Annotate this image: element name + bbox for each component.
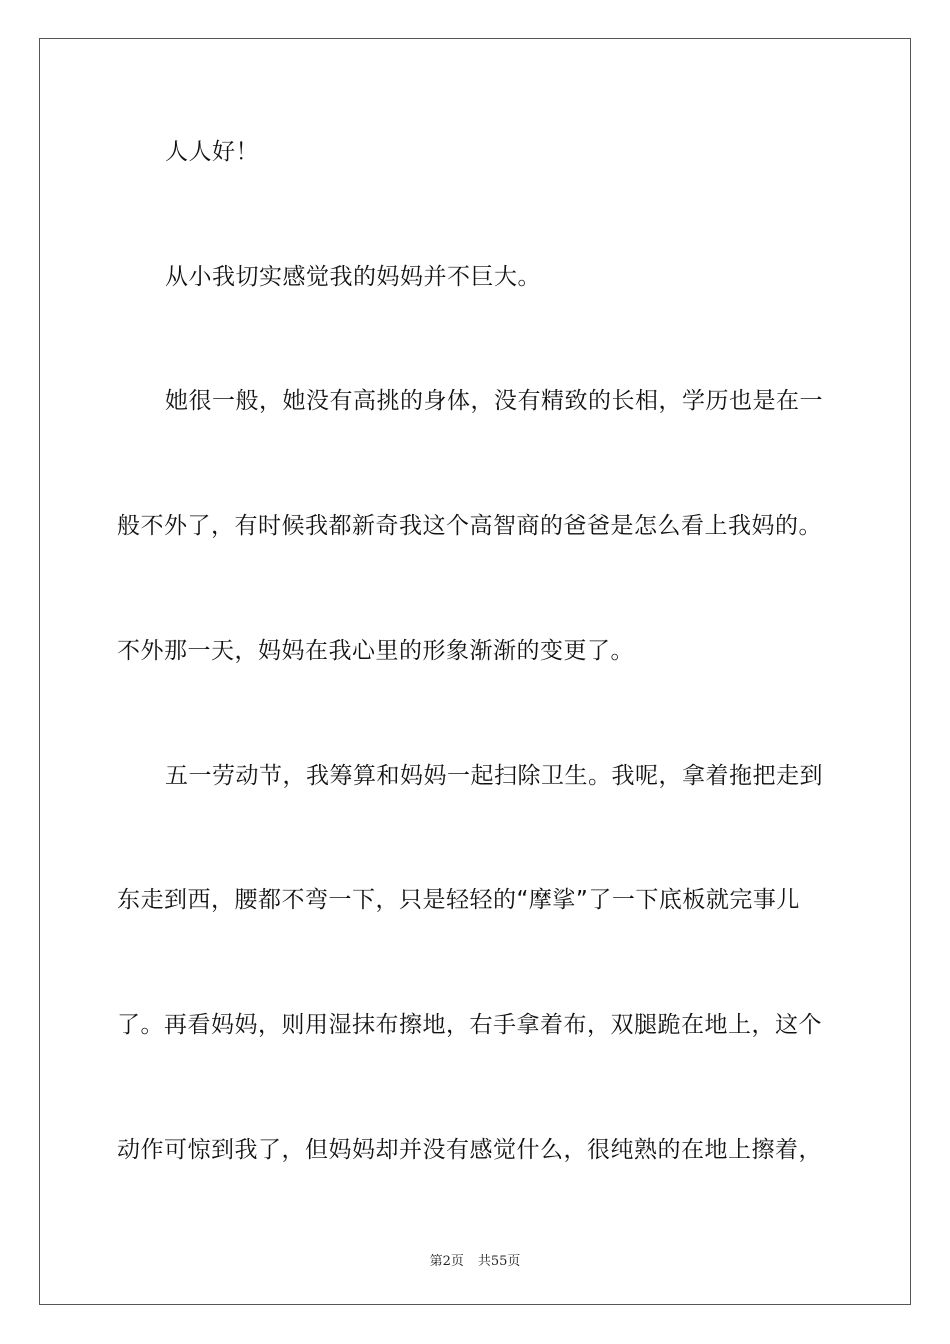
paragraph-line: 东走到西，腰都不弯一下，只是轻轻的“摩挲”了一下底板就完事儿 xyxy=(117,887,800,913)
page-total: 共55页 xyxy=(477,1254,521,1269)
greeting-line: 人人好！ xyxy=(165,139,259,165)
page-footer xyxy=(0,1250,950,1269)
paragraph-line: 不外那一天，妈妈在我心里的形象渐渐的变更了。 xyxy=(117,638,634,664)
paragraph-line: 般不外了，有时候我都新奇我这个高智商的爸爸是怎么看上我妈的。 xyxy=(117,513,822,539)
paragraph-line: 动作可惊到我了，但妈妈却并没有感觉什么，很纯熟的在地上擦着， xyxy=(117,1137,822,1163)
paragraph-line: 她很一般，她没有高挑的身体，没有精致的长相，学历也是在一 xyxy=(165,388,823,414)
page-number: 第2页 xyxy=(429,1254,464,1269)
paragraph-line: 了。再看妈妈，则用湿抹布擦地，右手拿着布，双腿跪在地上，这个 xyxy=(117,1012,822,1038)
page-border xyxy=(39,38,911,1305)
paragraph-line: 从小我切实感觉我的妈妈并不巨大。 xyxy=(165,264,541,290)
paragraph-line: 五一劳动节，我筹算和妈妈一起扫除卫生。我呢，拿着拖把走到 xyxy=(165,763,823,789)
